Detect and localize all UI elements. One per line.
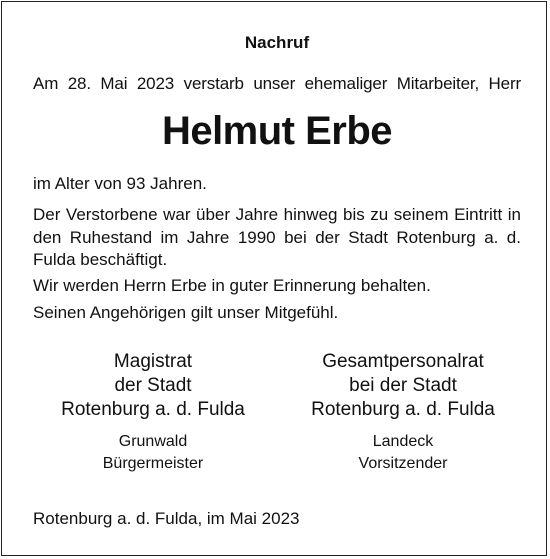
signatory-person-name: Landeck xyxy=(372,433,434,450)
signatory-magistrat xyxy=(33,350,273,475)
signatory-org-line: Rotenburg a. d. Fulda xyxy=(311,399,495,420)
signatory-person-role: Vorsitzender xyxy=(358,455,448,472)
notice-heading: Nachruf xyxy=(244,33,310,52)
signatory-person-role: Bürgermeister xyxy=(102,455,204,472)
notice-intro: Am 28. Mai 2023 verstarb unser ehemaliger Mitarbeiter, Herr xyxy=(33,74,521,93)
signatory-org-line: Rotenburg a. d. Fulda xyxy=(61,399,245,420)
sympathy-paragraph: Seinen Angehörigen gilt unser Mitgefühl. xyxy=(33,303,339,322)
signatory-org-line: Gesamtpersonalrat xyxy=(322,351,484,372)
notice-footer: Rotenburg a. d. Fulda, im Mai 2023 xyxy=(33,509,300,528)
notice-frame xyxy=(1,1,547,556)
age-paragraph: im Alter von 93 Jahren. xyxy=(33,174,207,193)
remembrance-paragraph: Wir werden Herrn Erbe in guter Erinnerung behalten. xyxy=(33,276,431,295)
signatory-org-line: bei der Stadt xyxy=(349,375,457,396)
signatory-person-name: Grunwald xyxy=(118,433,188,450)
signatory-org-line: der Stadt xyxy=(114,375,192,396)
deceased-name: Helmut Erbe xyxy=(161,109,393,153)
career-paragraph: Der Verstorbene war über Jahre hinweg bis zu seinem Eintritt in den Ruhestand im Jahre 1990 bei der Stadt Rotenburg a. d. Fulda beschäftigt. xyxy=(33,205,521,269)
signatory-person-block xyxy=(283,431,523,475)
signatory-org-line: Magistrat xyxy=(113,351,193,372)
signatory-personalrat xyxy=(283,350,523,475)
signatory-person-block xyxy=(33,431,273,475)
